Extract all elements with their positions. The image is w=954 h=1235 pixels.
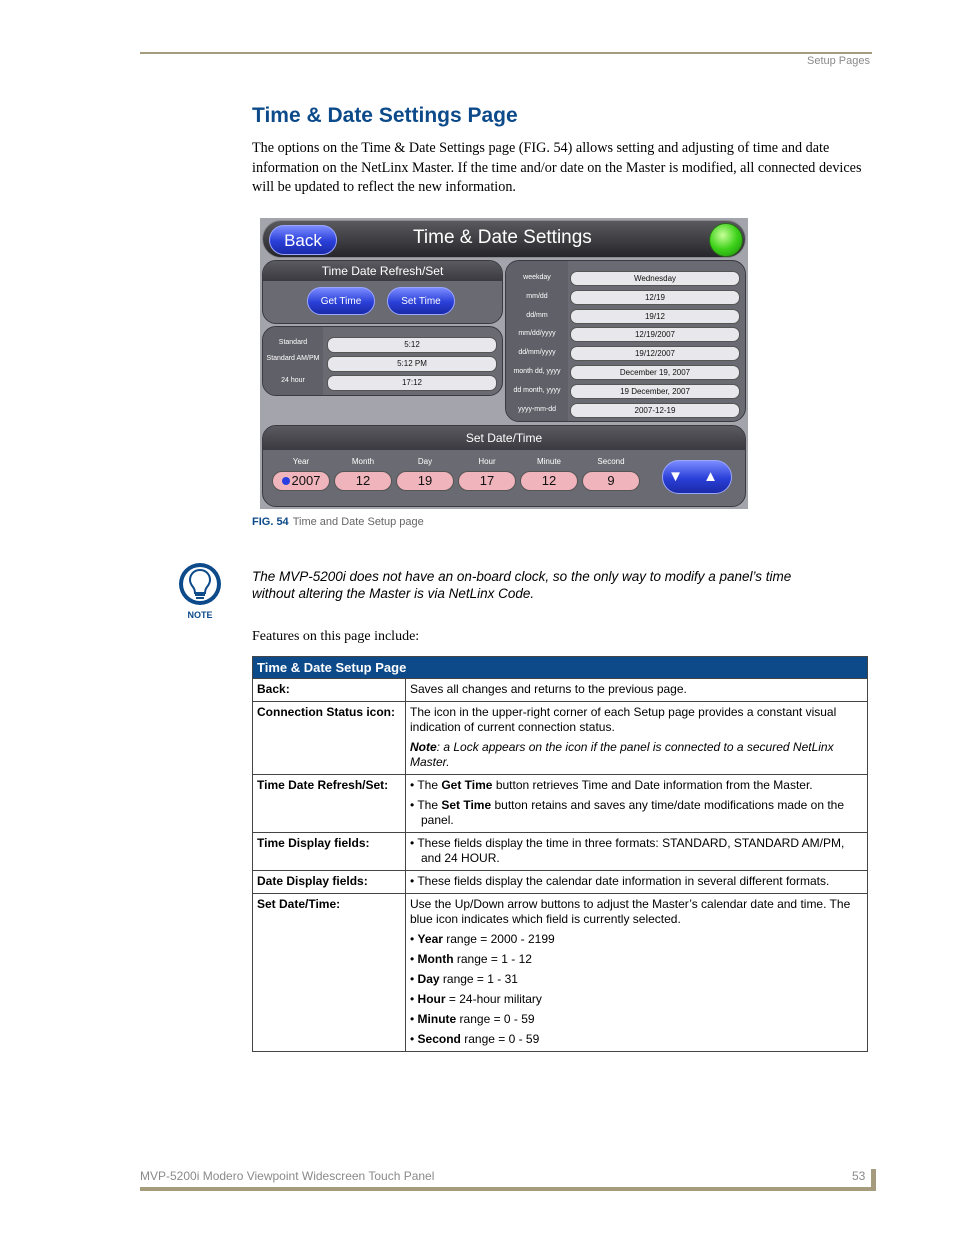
time-label: 24 hour: [281, 377, 305, 384]
table-row: [253, 702, 868, 775]
row-key: Time Display fields:: [253, 833, 406, 871]
header-rule: [140, 52, 872, 54]
note-rest: : a Lock appears on the icon if the panel is connected to a secured NetLinx Master.: [410, 740, 834, 769]
date-label: weekday: [523, 274, 551, 281]
running-header: Setup Pages: [807, 55, 870, 67]
range-field: Day: [417, 972, 440, 986]
set-field-value: 2007: [291, 473, 321, 488]
row-value: [406, 833, 868, 871]
table-header-row: [253, 657, 868, 679]
row-value: [406, 775, 868, 833]
set-date-time-title: Set Date/Time: [263, 426, 745, 450]
footer-title: MVP-5200i Modero Viewpoint Widescreen Touch Panel: [140, 1169, 435, 1183]
bullet-bold: Set Time: [441, 798, 492, 812]
date-label: yyyy-mm-dd: [517, 405, 557, 413]
date-label: month dd, yyyy: [513, 368, 561, 375]
panel-title: Time & Date Settings: [413, 227, 592, 248]
range-value: range = 1 - 12: [453, 952, 532, 966]
connection-status-icon: [709, 223, 743, 257]
time-standard-field: 5:12: [327, 337, 497, 353]
time-label: Standard: [278, 339, 308, 346]
range-value: range = 1 - 31: [439, 972, 518, 986]
refresh-set-title: Time Date Refresh/Set: [263, 261, 502, 281]
row-key: Set Date/Time:: [253, 894, 406, 1052]
row-value: [406, 702, 868, 775]
up-down-arrow-buttons[interactable]: ▼ ▲: [662, 460, 732, 494]
date-label: dd/mm/yyyy: [518, 349, 556, 357]
date-field: Wednesday: [570, 271, 740, 286]
range-value: range = 0 - 59: [460, 1032, 540, 1046]
set-field-label: Year: [292, 457, 310, 466]
bullet-date-display: • These fields display the calendar date information in several different formats.: [410, 874, 830, 888]
bullet-get-time: [410, 778, 863, 793]
set-field-label: Hour: [478, 457, 496, 466]
date-field: 12/19: [570, 290, 740, 305]
bullet-text: button retrieves Time and Date information from the Master.: [492, 778, 813, 792]
bullet-set-time: [410, 798, 863, 828]
selected-field-dot-icon: [282, 477, 290, 485]
page-number: 53: [852, 1169, 866, 1183]
table-header: Time & Date Setup Page: [253, 657, 868, 679]
set-time-button[interactable]: Set Time: [387, 287, 455, 315]
date-label-column: [506, 261, 568, 421]
row-value: [406, 871, 868, 894]
date-display-group: [505, 260, 746, 422]
range-field: Month: [417, 952, 454, 966]
range-field: Second: [417, 1032, 461, 1046]
date-label: mm/dd: [526, 292, 548, 300]
footer-rule: [140, 1187, 874, 1191]
row-value: Saves all changes and returns to the previous page.: [406, 679, 868, 702]
range-item: • Second range = 0 - 59: [410, 1032, 540, 1046]
table-row: [253, 679, 868, 702]
set-field-box[interactable]: [582, 471, 640, 491]
page-title: Time & Date Settings Page: [252, 104, 518, 127]
bullet-time-display: • These fields display the time in three formats: STANDARD, STANDARD AM/PM, and 24 HOUR.: [410, 836, 845, 865]
get-time-button[interactable]: Get Time: [307, 287, 375, 315]
set-field-box[interactable]: [520, 471, 578, 491]
note-lightbulb-icon: [176, 560, 224, 620]
row-key: Time Date Refresh/Set:: [253, 775, 406, 833]
date-label: dd/mm: [526, 311, 548, 319]
set-field-value: 12: [541, 473, 557, 488]
set-field-label: Minute: [536, 457, 561, 466]
time-label: Standard AM/PM: [266, 355, 320, 362]
date-field: 19/12/2007: [570, 346, 740, 361]
set-field-value: 17: [479, 473, 495, 488]
row-key: Connection Status icon:: [253, 702, 406, 775]
range-item: • Year range = 2000 - 2199: [410, 932, 555, 946]
features-intro: Features on this page include:: [252, 629, 420, 644]
row-key: Back:: [253, 679, 406, 702]
range-item: • Month range = 1 - 12: [410, 952, 532, 966]
figure-caption-text: Time and Date Setup page: [292, 516, 424, 528]
set-field-box[interactable]: [396, 471, 454, 491]
time-display-group: [262, 326, 503, 396]
set-field-label: Day: [417, 457, 433, 466]
date-field: 2007-12-19: [570, 403, 740, 418]
note-bold: Note: [410, 740, 437, 754]
time-ampm-field: 5:12 PM: [327, 356, 497, 372]
date-field: 19 December, 2007: [570, 384, 740, 399]
bullet-prefix: • The: [410, 798, 442, 812]
conn-desc: The icon in the upper-right corner of each Setup page provides a constant visual indication of current connection status.: [410, 705, 837, 734]
set-field-box[interactable]: [272, 471, 330, 491]
bullet-prefix: • The: [410, 778, 442, 792]
range-field: Minute: [417, 1012, 457, 1026]
time-24hour-field: 17:12: [327, 375, 497, 391]
setdt-desc: Use the Up/Down arrow buttons to adjust the Master’s calendar date and time. The blue icon indicates which field is currently selected.: [410, 897, 851, 926]
range-item: • Hour = 24-hour military: [410, 992, 542, 1006]
bullet-bold: Get Time: [441, 778, 493, 792]
range-field: Hour: [417, 992, 446, 1006]
range-item: • Day range = 1 - 31: [410, 972, 518, 986]
setup-features-table: [252, 656, 868, 1052]
row-key: Date Display fields:: [253, 871, 406, 894]
set-field-label: Second: [597, 457, 625, 466]
date-label: mm/dd/yyyy: [518, 330, 556, 338]
date-label: dd month, yyyy: [513, 386, 561, 394]
range-field: Year: [417, 932, 443, 946]
intro-paragraph: The options on the Time & Date Settings page (FIG. 54) allows setting and adjusting of time and date information on the NetLinx Master. If the time and/or date on the Master is modified, all connected devices will be updated to reflect the new information.: [252, 140, 862, 195]
set-field-box[interactable]: [458, 471, 516, 491]
touch-panel-screenshot: [260, 218, 748, 509]
date-field: December 19, 2007: [570, 365, 740, 380]
table-row: [253, 833, 868, 871]
panel-top-bar: [262, 220, 746, 258]
row-value: [406, 894, 868, 1052]
range-value: = 24-hour military: [445, 992, 542, 1006]
table-row: [253, 894, 868, 1052]
set-field-value: 9: [607, 473, 615, 488]
conn-note: [410, 740, 863, 770]
figure-number: FIG. 54: [252, 516, 289, 528]
date-field: 12/19/2007: [570, 327, 740, 342]
figure-caption: [252, 516, 424, 528]
bullet-text: button retains and saves any time/date modifications made on the panel.: [421, 798, 845, 827]
range-value: range = 2000 - 2199: [442, 932, 555, 946]
note-text: The MVP-5200i does not have an on-board clock, so the only way to modify a panel’s time without altering the Master is via NetLinx Code.: [252, 569, 792, 601]
refresh-set-group: [262, 260, 503, 324]
back-button[interactable]: Back: [269, 225, 337, 255]
set-field-value: 12: [355, 473, 371, 488]
note-icon-label: NOTE: [187, 610, 213, 620]
table-row: [253, 871, 868, 894]
table-row: [253, 775, 868, 833]
range-value: range = 0 - 59: [456, 1012, 535, 1026]
range-item: • Minute range = 0 - 59: [410, 1012, 535, 1026]
date-field: 19/12: [570, 309, 740, 324]
set-field-label: Month: [351, 457, 375, 466]
set-field-value: 19: [417, 473, 433, 488]
set-field-box[interactable]: [334, 471, 392, 491]
